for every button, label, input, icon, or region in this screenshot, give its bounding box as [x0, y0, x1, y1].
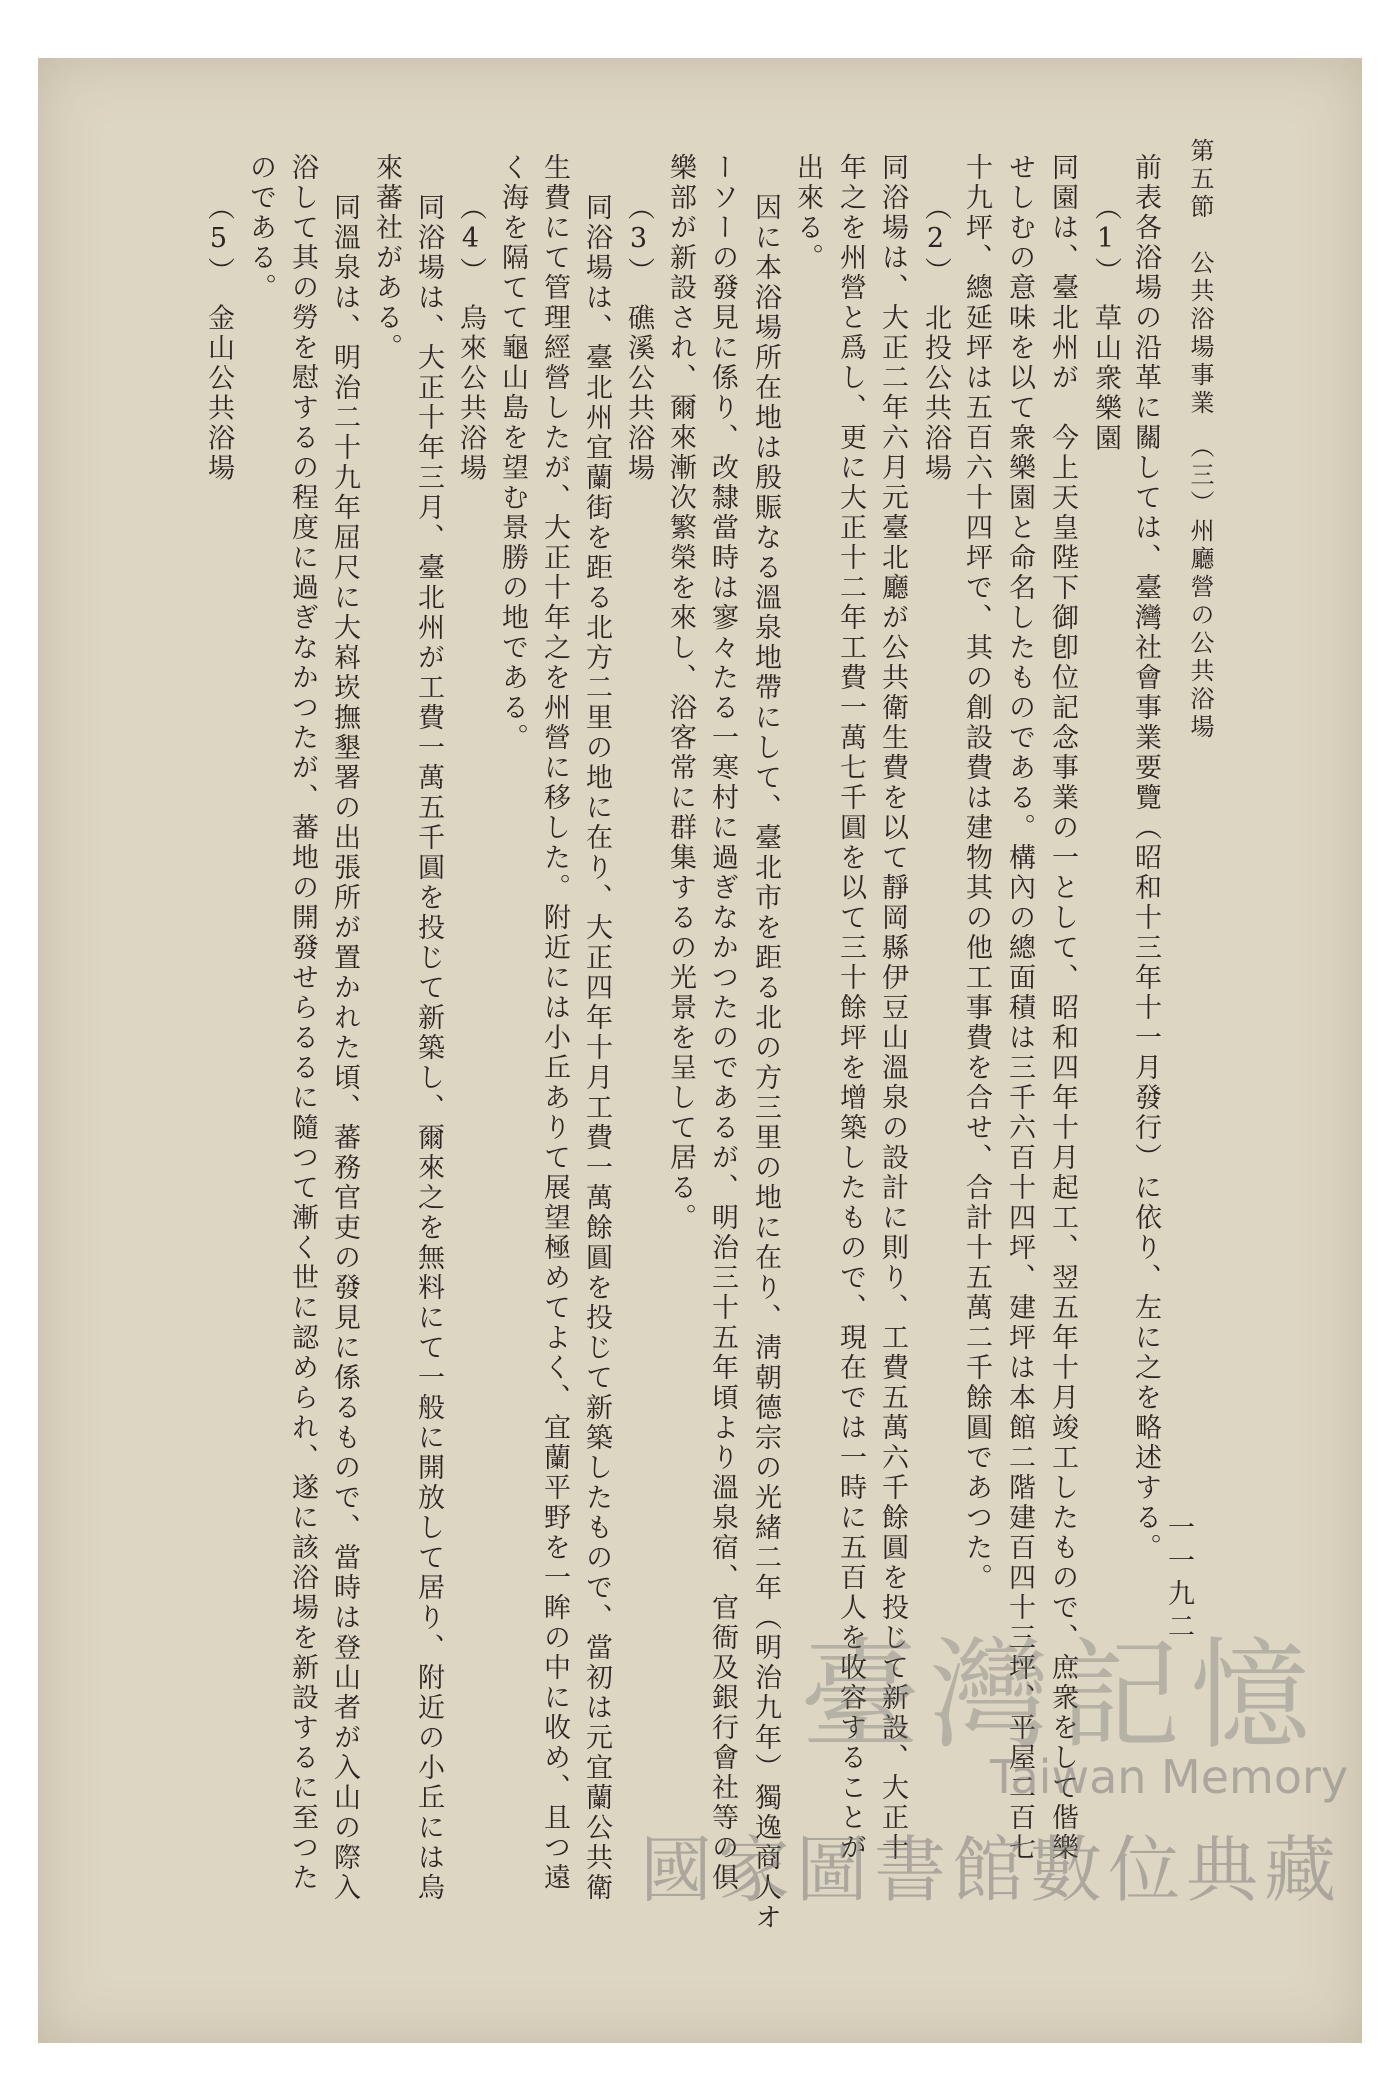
text-column-17: （4） 烏來公共浴場 — [455, 193, 486, 484]
text-column-18: 同浴場は、大正十年三月、臺北州が工費一萬五千圓を投じて新築し、爾來之を無料にて一般に開放して居り、附近の小丘には烏 — [413, 193, 444, 1903]
watermark-library: 國家圖書館數位典藏 — [640, 1828, 1343, 1912]
text-column-9: 出來る。 — [792, 153, 823, 273]
text-column-3: 同園は、臺北州が 今上天皇陛下御卽位記念事業の一として、昭和四年十月起工、翌五年十月竣工したもので、庶衆をして偕樂 — [1047, 153, 1078, 1863]
text-column-8: 年之を州營と爲し、更に大正十二年工費一萬七千圓を以て三十餘坪を增築したもので、現在では一時に五百人を收容することが — [835, 153, 866, 1863]
text-column-10: 因に本浴場所在地は殷賑なる溫泉地帶にして、臺北市を距る北の方三里の地に在り、淸朝德宗の光緒二年（明治九年）獨逸商人オ — [750, 193, 781, 1933]
text-column-1: 前表各浴場の沿革に關しては、臺灣社會事業要覽（昭和十三年十一月發行）に依り、左に之を略述する。 — [1130, 153, 1161, 1563]
text-column-12: 樂部が新設され、爾來漸次繁榮を來し、浴客常に群集するの光景を呈して居る。 — [665, 153, 696, 1233]
text-column-6: （2） 北投公共浴場 — [920, 193, 951, 484]
text-column-19: 來蕃社がある。 — [371, 153, 402, 363]
text-column-21: 浴して其の勞を慰するの程度に過ぎなかつたが、蕃地の開發せらるるに隨つて漸く世に認められ、遂に該浴場を新設するに至つた — [287, 153, 318, 1893]
text-column-5: 十九坪、總延坪は五百六十四坪で、其の創設費は建物其の他工事費を合せ、合計十五萬二千餘圓であつた。 — [961, 153, 992, 1593]
watermark-english: Taiwan Memory — [990, 1750, 1349, 1804]
text-column-13: （3） 礁溪公共浴場 — [623, 193, 654, 484]
text-column-2: （1） 草山衆樂園 — [1090, 193, 1121, 454]
text-column-11: ーソーの發見に係り、改隸當時は寥々たる一寒村に過ぎなかつたのであるが、明治三十五年頃より溫泉宿、官衙及銀行會社等の俱 — [707, 153, 738, 1893]
text-column-15: 生費にて管理經營したが、大正十年之を州營に移した。附近には小丘ありて展望極めてよく、宜蘭平野を一眸の中に收め、且つ遠 — [539, 153, 570, 1893]
text-column-7: 同浴場は、大正二年六月元臺北廳が公共衛生費を以て靜岡縣伊豆山溫泉の設計に則り、工費五萬六千餘圓を投じて新設、大正十 — [877, 153, 908, 1863]
text-column-20: 同溫泉は、明治二十九年屈尺に大嵙崁撫墾署の出張所が置かれた頃、蕃務官吏の發見に係るもので、當時は登山者が入山の際入 — [329, 193, 360, 1903]
text-column-16: く海を隔てて龜山島を望む景勝の地である。 — [497, 153, 528, 753]
text-column-23: （5） 金山公共浴場 — [203, 193, 234, 484]
text-column-22: のである。 — [245, 153, 276, 303]
page-number: 一一九二 — [1163, 1513, 1194, 1645]
running-header: 第五節 公共浴場事業 （三）州廳營の公共浴場 — [1186, 138, 1214, 742]
watermark-title: 臺灣記憶 — [800, 1627, 1320, 1766]
text-column-14: 同浴場は、臺北州宜蘭街を距る北方二里の地に在り、大正四年十月工費一萬餘圓を投じて新築したもので、當初は元宜蘭公共衛 — [581, 193, 612, 1903]
text-column-4: せしむの意味を以て衆樂園と命名したものである。構內の總面積は三千六百十四坪、建坪は本館二階建百四十三坪、平屋二百七 — [1004, 153, 1035, 1863]
